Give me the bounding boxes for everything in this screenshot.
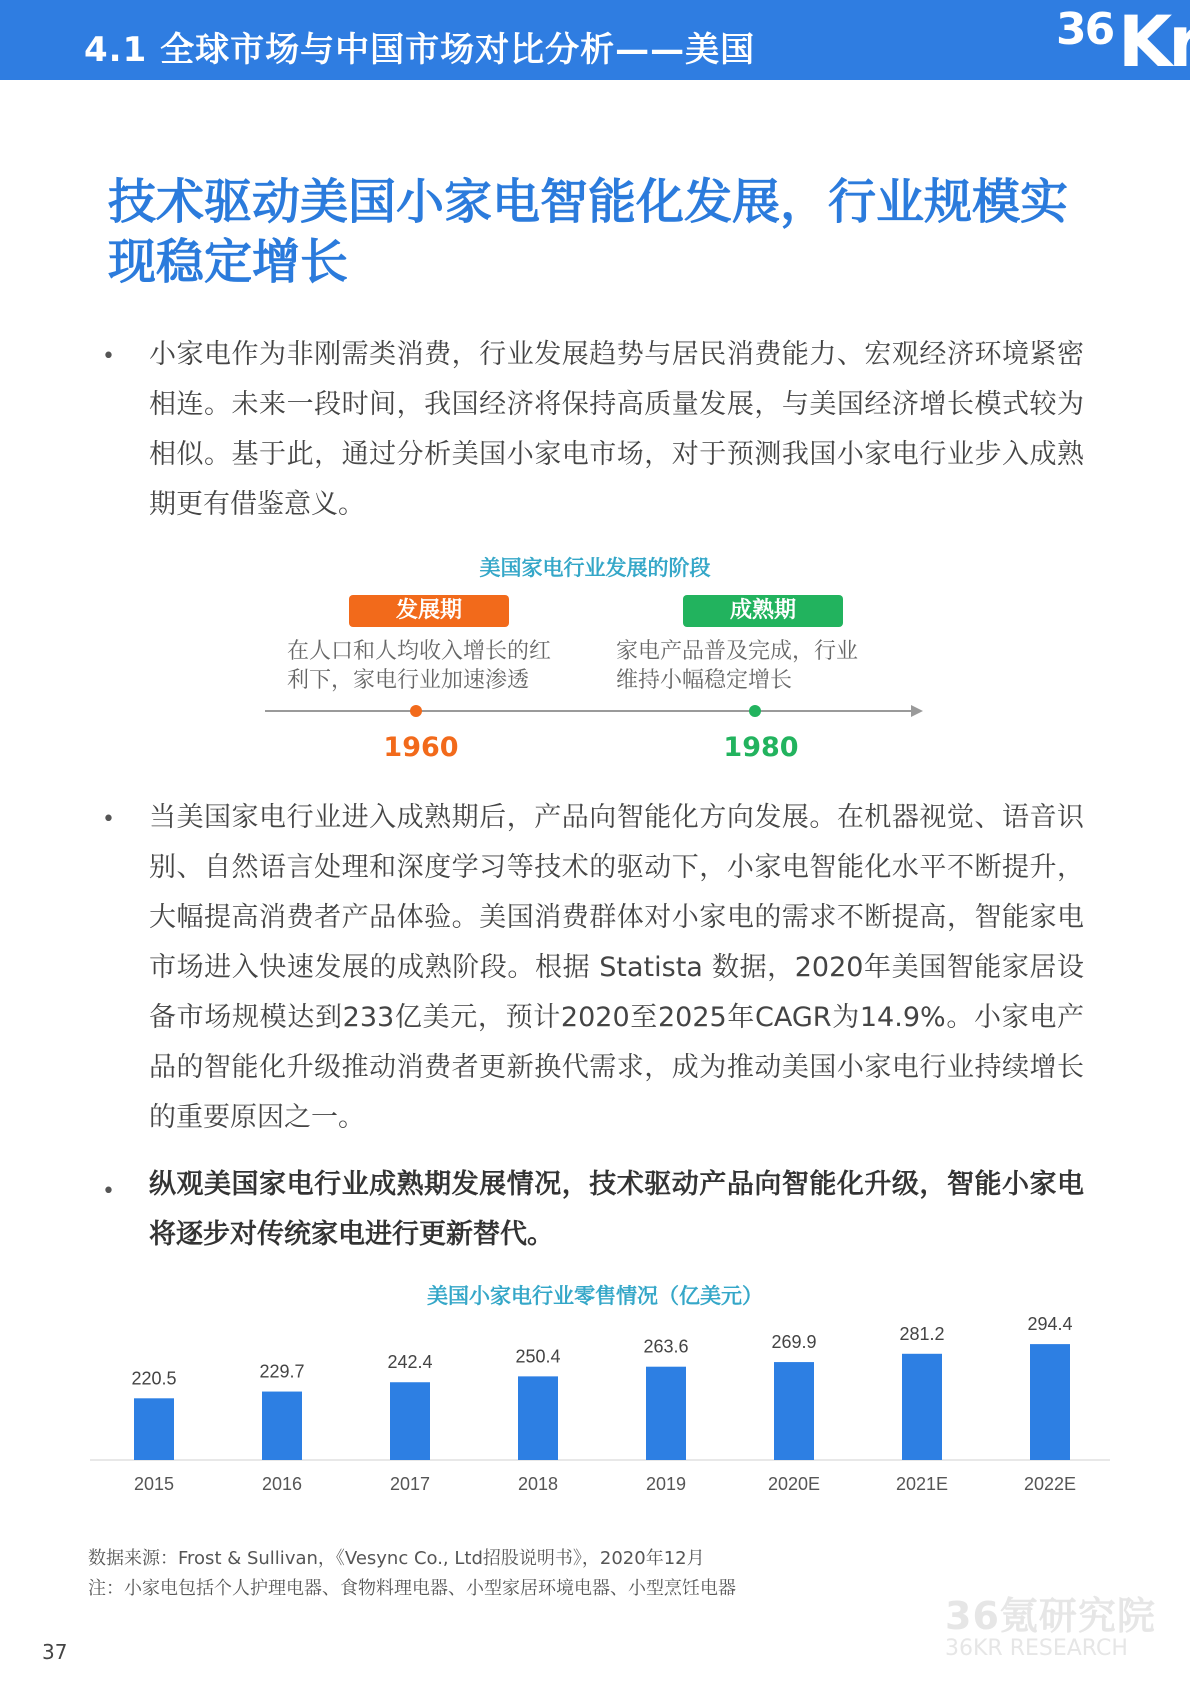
bar-2020E	[774, 1362, 814, 1460]
timeline-dot-1980	[749, 705, 761, 717]
data-label-2021E: 281.2	[899, 1323, 945, 1344]
x-tick-label-2016: 2016	[261, 1474, 303, 1494]
bullet-icon: •	[102, 344, 115, 369]
x-tick-label-2015: 2015	[133, 1474, 175, 1494]
timeline-axis	[265, 710, 915, 712]
bar-2022E	[1030, 1344, 1070, 1460]
x-tick-label-2018: 2018	[517, 1474, 559, 1494]
timeline-arrow-icon	[911, 705, 923, 717]
stage-desc-line: 家电产品普及完成，行业	[616, 639, 859, 664]
header-band	[0, 0, 1199, 83]
stage-desc-line: 利下，家电行业加速渗透	[287, 668, 530, 693]
x-tick-label-2017: 2017	[389, 1474, 431, 1494]
bar-2016	[262, 1392, 302, 1460]
watermark-en: 36KR RESEARCH	[945, 1636, 1128, 1661]
36kr-logo	[1040, 0, 1199, 83]
stage-desc-mature	[616, 637, 916, 695]
page-title: 技术驱动美国小家电智能化发展，行业规模实现稳定增长	[108, 174, 1069, 290]
x-tick-label-2022E: 2022E	[1023, 1474, 1077, 1494]
bar-2018	[518, 1376, 558, 1460]
logo-36-text: 36	[1056, 4, 1114, 55]
section-title: 4.1 全球市场与中国市场对比分析——美国	[84, 30, 756, 70]
data-label-2017: 242.4	[387, 1352, 433, 1373]
stage-desc-line: 在人口和人均收入增长的红	[287, 639, 552, 664]
bar-2015	[134, 1398, 174, 1460]
data-label-2018: 250.4	[515, 1346, 561, 1367]
page-number: 37	[42, 1640, 68, 1664]
stage-desc-line: 维持小幅稳定增长	[616, 668, 793, 693]
watermark	[945, 1585, 1156, 1661]
stage-badge-development: 发展期	[349, 595, 509, 627]
data-label-2019: 263.6	[643, 1336, 689, 1357]
stage-badge-mature: 成熟期	[683, 595, 843, 627]
footnote: 注：小家电包括个人护理电器、食物料理电器、小型家居环境电器、小型烹饪电器	[88, 1578, 736, 1599]
data-label-2016: 229.7	[259, 1361, 305, 1382]
timeline-year-1960: 1960	[383, 732, 459, 763]
bar-2017	[390, 1382, 430, 1460]
watermark-cn: 36氪研究院	[945, 1594, 1156, 1638]
stage-desc-development	[287, 637, 587, 695]
paragraph-3-highlight: 纵观美国家电行业成熟期发展情况，技术驱动产品向智能化升级，智能小家电将逐步对传统家电进行更新替代。	[149, 1169, 1084, 1250]
bar-2021E	[902, 1354, 942, 1460]
bullet-icon: •	[102, 1179, 115, 1204]
retail-bar-chart	[90, 1310, 1110, 1500]
chart-title: 美国小家电行业零售情况（亿美元）	[427, 1284, 763, 1308]
timeline-title: 美国家电行业发展的阶段	[479, 556, 711, 580]
x-tick-label-2020E: 2020E	[767, 1474, 821, 1494]
bar-2019	[646, 1367, 686, 1460]
timeline-dot-1960	[410, 705, 422, 717]
source-note: 数据来源：Frost & Sullivan，《Vesync Co., Ltd招股说明书》，2020年12月	[88, 1548, 705, 1569]
paragraph-2: 当美国家电行业进入成熟期后，产品向智能化方向发展。在机器视觉、语音识别、自然语言处理和深度学习等技术的驱动下，小家电智能化水平不断提升，大幅提高消费者产品体验。美国消费群体对小家电的需求不断提高，智能家电市场进入快速发展的成熟阶段。根据 Statista 数据，2020年美国智能家居设备市场规模达到233亿美元，预计2020至2025年CAGR为14.9%。小家电产品的智能化升级推动消费者更新换代需求，成为推动美国小家电行业持续增长的重要原因之一。	[149, 802, 1084, 1133]
data-label-2015: 220.5	[131, 1368, 177, 1389]
data-label-2022E: 294.4	[1027, 1314, 1073, 1335]
x-tick-label-2021E: 2021E	[895, 1474, 949, 1494]
timeline-year-1980: 1980	[723, 732, 799, 763]
bullet-icon: •	[102, 807, 115, 832]
paragraph-1: 小家电作为非刚需类消费，行业发展趋势与居民消费能力、宏观经济环境紧密相连。未来一段时间，我国经济将保持高质量发展，与美国经济增长模式较为相似。基于此，通过分析美国小家电市场，对于预测我国小家电行业步入成熟期更有借鉴意义。	[149, 339, 1084, 520]
logo-kr-text: Kr	[1118, 1, 1199, 83]
data-label-2020E: 269.9	[771, 1332, 817, 1353]
x-tick-label-2019: 2019	[645, 1474, 687, 1494]
